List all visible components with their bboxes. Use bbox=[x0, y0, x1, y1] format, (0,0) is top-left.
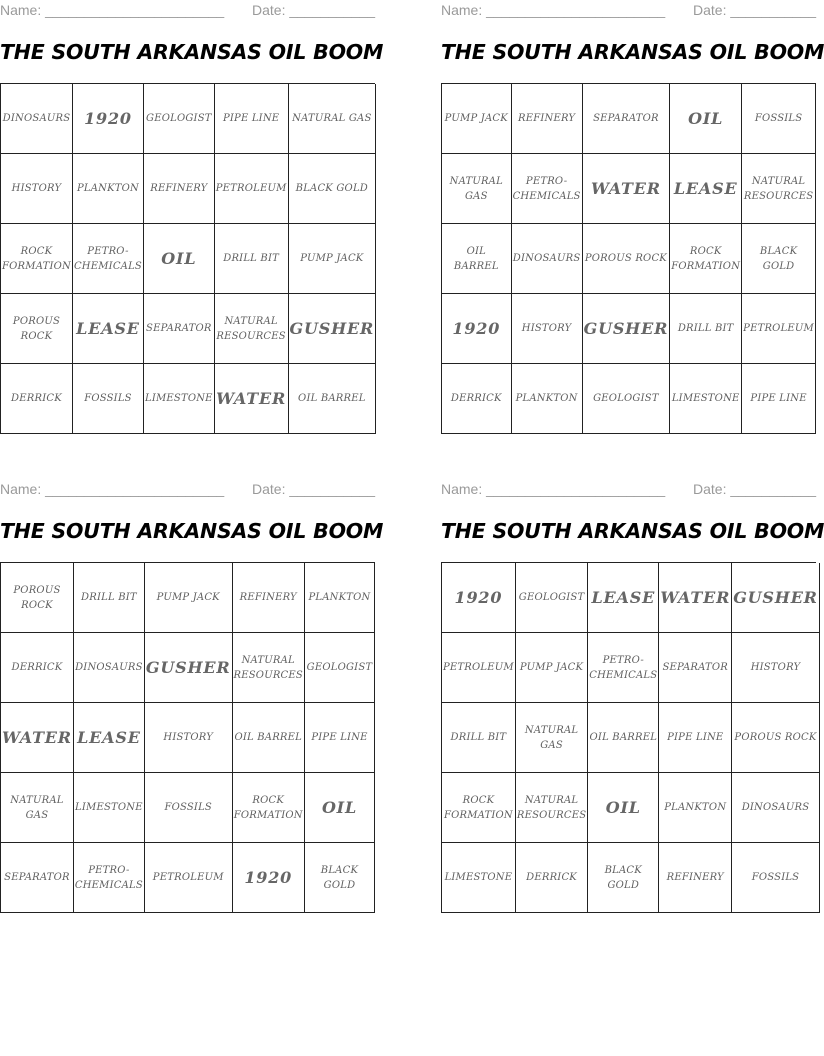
bingo-cell[interactable]: GEOLOGIST bbox=[305, 633, 375, 703]
name-field[interactable]: Name: _______________________ bbox=[0, 2, 225, 18]
bingo-cell[interactable]: REFINERY bbox=[659, 843, 732, 913]
bingo-cell[interactable]: DRILL BIT bbox=[670, 294, 742, 364]
bingo-cell[interactable]: LEASE bbox=[588, 563, 659, 633]
bingo-cell[interactable]: HISTORY bbox=[512, 294, 583, 364]
bingo-cell[interactable]: PETRO-CHEMICALS bbox=[73, 224, 144, 294]
bingo-cell[interactable]: GUSHER bbox=[583, 294, 671, 364]
bingo-cell[interactable]: LEASE bbox=[73, 294, 144, 364]
bingo-cell[interactable]: WATER bbox=[583, 154, 671, 224]
bingo-cell[interactable]: GUSHER bbox=[145, 633, 233, 703]
bingo-cell[interactable]: FOSSILS bbox=[742, 84, 816, 154]
bingo-cell[interactable]: OIL bbox=[144, 224, 215, 294]
bingo-card-1 bbox=[0, 0, 384, 440]
bingo-cell[interactable]: NATURAL RESOURCES bbox=[215, 294, 289, 364]
bingo-cell[interactable]: LEASE bbox=[74, 703, 145, 773]
card-title: THE SOUTH ARKANSAS OIL BOOM bbox=[0, 40, 384, 64]
bingo-cell[interactable]: POROUS ROCK bbox=[1, 294, 73, 364]
name-field[interactable]: Name: _______________________ bbox=[0, 481, 225, 497]
bingo-cell[interactable]: PETROLEUM bbox=[742, 294, 816, 364]
bingo-cell[interactable]: SEPARATOR bbox=[1, 843, 74, 913]
bingo-cell[interactable]: PLANKTON bbox=[73, 154, 144, 224]
bingo-cell[interactable]: ROCK FORMATION bbox=[1, 224, 73, 294]
bingo-cell[interactable]: WATER bbox=[659, 563, 732, 633]
bingo-cell[interactable]: OIL bbox=[305, 773, 375, 843]
bingo-grid bbox=[441, 83, 816, 434]
bingo-cell[interactable]: NATURAL GAS bbox=[1, 773, 74, 843]
bingo-cell[interactable]: GUSHER bbox=[732, 563, 820, 633]
bingo-cell[interactable]: REFINERY bbox=[512, 84, 583, 154]
bingo-cell[interactable]: HISTORY bbox=[1, 154, 73, 224]
bingo-cell[interactable]: REFINERY bbox=[144, 154, 215, 224]
card-header bbox=[0, 481, 375, 499]
bingo-cell[interactable]: NATURAL GAS bbox=[516, 703, 588, 773]
bingo-cell[interactable]: PLANKTON bbox=[512, 364, 583, 434]
date-field[interactable]: Date: ___________ bbox=[693, 2, 816, 18]
bingo-grid bbox=[0, 83, 375, 434]
bingo-cell[interactable]: SEPARATOR bbox=[144, 294, 215, 364]
bingo-cell[interactable]: LEASE bbox=[670, 154, 742, 224]
bingo-cell[interactable]: FOSSILS bbox=[73, 364, 144, 434]
bingo-cell[interactable]: GEOLOGIST bbox=[583, 364, 671, 434]
bingo-cell[interactable]: PETROLEUM bbox=[145, 843, 233, 913]
bingo-cell[interactable]: PETROLEUM bbox=[215, 154, 289, 224]
bingo-cell[interactable]: BLACK GOLD bbox=[588, 843, 659, 913]
bingo-cell[interactable]: NATURAL GAS bbox=[442, 154, 512, 224]
bingo-cell[interactable]: 1920 bbox=[442, 294, 512, 364]
name-field[interactable]: Name: _______________________ bbox=[441, 481, 666, 497]
bingo-cell[interactable]: POROUS ROCK bbox=[732, 703, 820, 773]
bingo-cell[interactable]: 1920 bbox=[442, 563, 516, 633]
bingo-cell[interactable]: GEOLOGIST bbox=[144, 84, 215, 154]
bingo-cell[interactable]: 1920 bbox=[233, 843, 305, 913]
bingo-cell[interactable]: OIL BARREL bbox=[233, 703, 305, 773]
bingo-cell[interactable]: FOSSILS bbox=[145, 773, 233, 843]
bingo-cell[interactable]: ROCK FORMATION bbox=[442, 773, 516, 843]
bingo-cell[interactable]: DRILL BIT bbox=[215, 224, 289, 294]
bingo-cell[interactable]: HISTORY bbox=[732, 633, 820, 703]
card-header bbox=[441, 2, 816, 20]
bingo-card-2 bbox=[441, 0, 824, 440]
bingo-cell[interactable]: LIMESTONE bbox=[442, 843, 516, 913]
bingo-cell[interactable]: DERRICK bbox=[1, 633, 74, 703]
bingo-cell[interactable]: NATURAL RESOURCES bbox=[516, 773, 588, 843]
card-title: THE SOUTH ARKANSAS OIL BOOM bbox=[441, 519, 824, 543]
bingo-cell[interactable]: DINOSAURS bbox=[74, 633, 145, 703]
bingo-cell[interactable]: REFINERY bbox=[233, 563, 305, 633]
date-field[interactable]: Date: ___________ bbox=[693, 481, 816, 497]
bingo-cell[interactable]: POROUS ROCK bbox=[1, 563, 74, 633]
bingo-cell[interactable]: PETRO-CHEMICALS bbox=[512, 154, 583, 224]
bingo-cell[interactable]: NATURAL RESOURCES bbox=[233, 633, 305, 703]
bingo-cell[interactable]: PLANKTON bbox=[305, 563, 375, 633]
bingo-cell[interactable]: PETRO-CHEMICALS bbox=[74, 843, 145, 913]
bingo-cell[interactable]: WATER bbox=[1, 703, 74, 773]
card-header bbox=[0, 2, 375, 20]
bingo-cell[interactable]: PUMP JACK bbox=[289, 224, 377, 294]
bingo-cell[interactable]: DINOSAURS bbox=[512, 224, 583, 294]
bingo-cell[interactable]: DINOSAURS bbox=[732, 773, 820, 843]
bingo-cell[interactable]: POROUS ROCK bbox=[583, 224, 671, 294]
bingo-cell[interactable]: 1920 bbox=[73, 84, 144, 154]
bingo-cell[interactable]: WATER bbox=[215, 364, 289, 434]
card-title: THE SOUTH ARKANSAS OIL BOOM bbox=[441, 40, 824, 64]
bingo-card-4 bbox=[441, 479, 824, 919]
bingo-card-3 bbox=[0, 479, 384, 919]
bingo-cell[interactable]: ROCK FORMATION bbox=[670, 224, 742, 294]
bingo-cell[interactable]: LIMESTONE bbox=[144, 364, 215, 434]
bingo-cell[interactable]: DERRICK bbox=[1, 364, 73, 434]
bingo-cell[interactable]: SEPARATOR bbox=[583, 84, 671, 154]
bingo-cell[interactable]: DRILL BIT bbox=[442, 703, 516, 773]
bingo-cell[interactable]: PETROLEUM bbox=[442, 633, 516, 703]
bingo-cell[interactable]: PIPE LINE bbox=[659, 703, 732, 773]
bingo-cell[interactable]: OIL BARREL bbox=[289, 364, 377, 434]
bingo-cell[interactable]: PUMP JACK bbox=[145, 563, 233, 633]
bingo-cell[interactable]: PUMP JACK bbox=[516, 633, 588, 703]
bingo-cell[interactable]: BLACK GOLD bbox=[742, 224, 816, 294]
bingo-cell[interactable]: PLANKTON bbox=[659, 773, 732, 843]
bingo-cell[interactable]: DINOSAURS bbox=[1, 84, 73, 154]
bingo-cell[interactable]: OIL bbox=[670, 84, 742, 154]
bingo-cell[interactable]: PIPE LINE bbox=[742, 364, 816, 434]
bingo-cell[interactable]: NATURAL RESOURCES bbox=[742, 154, 816, 224]
bingo-cell[interactable]: GUSHER bbox=[289, 294, 377, 364]
bingo-cell[interactable]: FOSSILS bbox=[732, 843, 820, 913]
bingo-cell[interactable]: DRILL BIT bbox=[74, 563, 145, 633]
bingo-cell[interactable]: BLACK GOLD bbox=[289, 154, 377, 224]
bingo-cell[interactable]: DERRICK bbox=[516, 843, 588, 913]
bingo-cell[interactable]: OIL bbox=[588, 773, 659, 843]
bingo-cell[interactable]: BLACK GOLD bbox=[305, 843, 375, 913]
bingo-cell[interactable]: PUMP JACK bbox=[442, 84, 512, 154]
bingo-cell[interactable]: LIMESTONE bbox=[74, 773, 145, 843]
bingo-cell[interactable]: PETRO-CHEMICALS bbox=[588, 633, 659, 703]
date-field[interactable]: Date: ___________ bbox=[252, 481, 375, 497]
bingo-cell[interactable]: SEPARATOR bbox=[659, 633, 732, 703]
date-field[interactable]: Date: ___________ bbox=[252, 2, 375, 18]
card-title: THE SOUTH ARKANSAS OIL BOOM bbox=[0, 519, 384, 543]
bingo-cell[interactable]: DERRICK bbox=[442, 364, 512, 434]
bingo-cell[interactable]: HISTORY bbox=[145, 703, 233, 773]
card-header bbox=[441, 481, 816, 499]
bingo-cell[interactable]: OIL BARREL bbox=[588, 703, 659, 773]
bingo-cell[interactable]: GEOLOGIST bbox=[516, 563, 588, 633]
bingo-cell[interactable]: ROCK FORMATION bbox=[233, 773, 305, 843]
bingo-cell[interactable]: NATURAL GAS bbox=[289, 84, 377, 154]
bingo-cell[interactable]: PIPE LINE bbox=[305, 703, 375, 773]
bingo-grid bbox=[441, 562, 816, 913]
bingo-cell[interactable]: LIMESTONE bbox=[670, 364, 742, 434]
bingo-cell[interactable]: OIL BARREL bbox=[442, 224, 512, 294]
name-field[interactable]: Name: _______________________ bbox=[441, 2, 666, 18]
bingo-cell[interactable]: PIPE LINE bbox=[215, 84, 289, 154]
bingo-grid bbox=[0, 562, 375, 913]
